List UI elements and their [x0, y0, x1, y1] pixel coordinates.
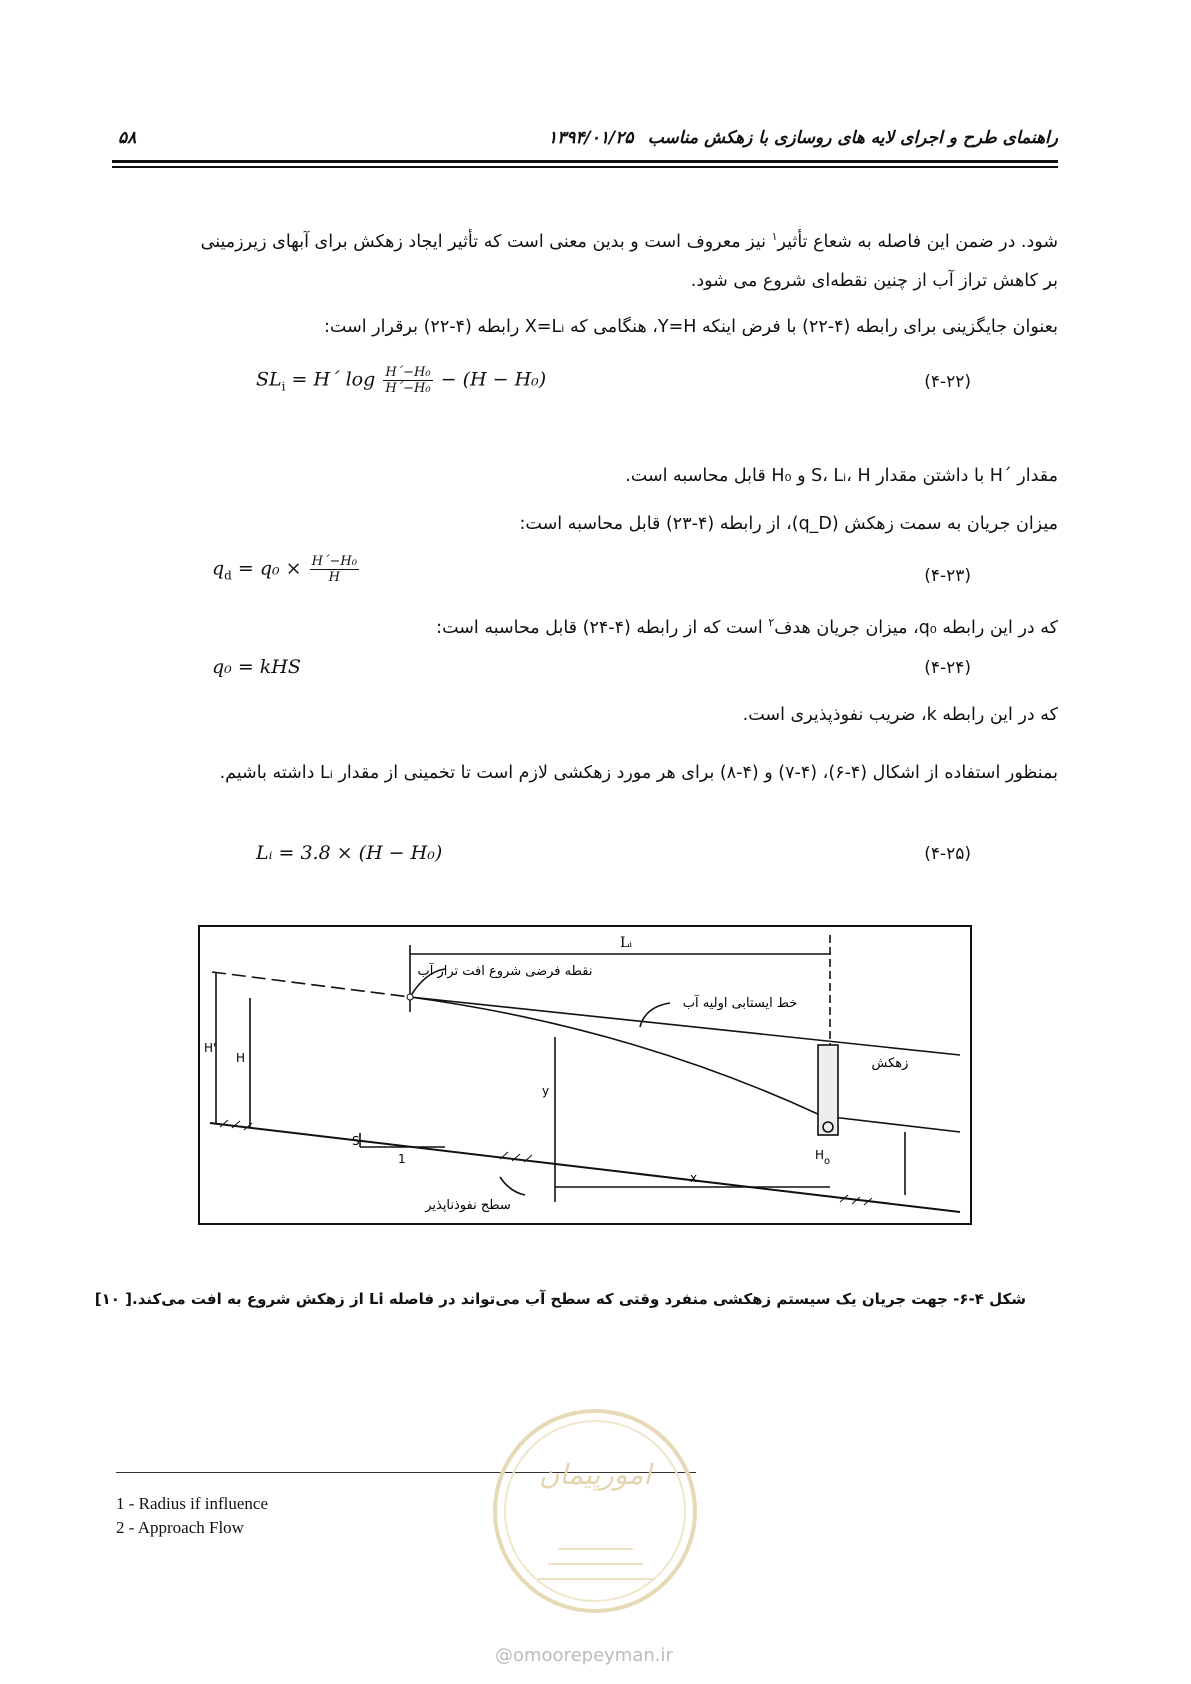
page-number: ۵۸	[118, 128, 137, 148]
footnote-1: 1 - Radius if influence	[116, 1494, 269, 1513]
paragraph-4: میزان جریان به سمت زهکش (q_D)، از رابطه (۴-۲۳) قابل محاسبه است:	[519, 514, 1058, 534]
label-s: S	[352, 1134, 360, 1148]
drainage-diagram	[200, 927, 970, 1223]
header-date: ۱۳۹۴/۰۱/۲۵	[548, 128, 634, 148]
watermark-logo	[488, 1404, 703, 1619]
paragraph-5: که در این رابطه q₀، میزان جریان هدف$^۲$ است که از رابطه (۴-۲۴) قابل محاسبه است:	[436, 616, 1058, 638]
header-rule-thin	[112, 166, 1058, 168]
footnote-mark-1: ۱	[771, 230, 778, 243]
paragraph-2: بعنوان جایگزینی برای رابطه (۴-۲۲) با فرض اینکه Y=H، هنگامی که X=Lᵢ رابطه (۴-۲۲) برقرار است:	[324, 317, 1058, 337]
paragraph-1-line-1: شود. در ضمن این فاصله به شعاع تأثیر$^۱$ نیز معروف است و بدین معنی است که تأثیر ایجاد زهکش برای آبهای زیرزمینی	[200, 230, 1058, 252]
impermeable-leader	[500, 1177, 525, 1195]
footnote-2: 2 - Approach Flow	[116, 1518, 244, 1537]
label-start-point: نقطه فرضی شروع افت تراز آب	[417, 964, 593, 979]
impermeable-base	[210, 1123, 960, 1212]
label-h-prime: H'	[204, 1041, 217, 1055]
equation-23-number: (۴-۲۳)	[924, 566, 971, 586]
tail-water-line	[832, 1117, 960, 1132]
start-point-marker	[407, 994, 413, 1000]
paragraph-7: بمنظور استفاده از اشکال (۴-۶)، (۴-۷) و (۴-۸) برای هر مورد زهکشی لازم است تا تخمینی از مقدار Lᵢ داشته باشیم.	[219, 763, 1058, 783]
equation-23: $q_d = q_0$ × $\frac{\text{H´−H₀}}{H}$	[212, 554, 357, 585]
watermark-site: @omoorepeyman.ir	[495, 1645, 673, 1666]
equation-22: $SL_i$ = H´ log $\frac{\text{H´−H₀}}{\text{H´−H₀}}$ − (H − H₀)	[256, 365, 547, 396]
label-drain: زهکش	[871, 1056, 909, 1071]
initial-water-line-dashed	[212, 972, 410, 997]
footnote-mark-2: ۲	[768, 616, 775, 629]
paragraph-6: که در این رابطه k، ضریب نفوذپذیری است.	[742, 705, 1058, 725]
figure-caption: شکل ۴-۶- جهت جریان یک سیستم زهکشی منفرد وقتی که سطح آب می‌تواند در فاصله Li از زهکش شروع به افت می‌کند.[ ۱۰]	[94, 1290, 1026, 1308]
label-li: Lᵢ	[620, 935, 633, 951]
label-x: x	[690, 1171, 698, 1185]
label-h0: $H_o$	[815, 1148, 831, 1167]
equation-22-number: (۴-۲۲)	[924, 372, 971, 392]
watermark-logo-text: امورپیمان	[538, 1458, 652, 1491]
label-initial-water-line: خط ایستابی اولیه آب	[682, 996, 798, 1011]
label-one: 1	[398, 1152, 406, 1166]
header-rule	[112, 160, 1058, 163]
paragraph-1-line-2: بر کاهش تراز آب از چنین نقطه‌ای شروع می شود.	[690, 271, 1058, 291]
equation-25: Lᵢ = 3.8 × (H − H₀)	[256, 842, 443, 864]
drawdown-curve	[410, 997, 820, 1115]
label-h: H	[236, 1051, 246, 1065]
label-impermeable: سطح نفوذناپذیر	[425, 1198, 511, 1213]
equation-25-number: (۴-۲۵)	[924, 844, 971, 864]
equation-24: q₀ = kHS	[212, 656, 301, 678]
drainage-figure	[198, 925, 972, 1225]
header-title: راهنمای طرح و اجرای لایه های روسازی با زهکش مناسب	[647, 128, 1058, 148]
label-y: y	[542, 1084, 550, 1098]
paragraph-3: مقدار ´H با داشتن مقدار S، Lᵢ، H و H₀ قابل محاسبه است.	[625, 466, 1058, 486]
equation-24-number: (۴-۲۴)	[924, 658, 971, 678]
